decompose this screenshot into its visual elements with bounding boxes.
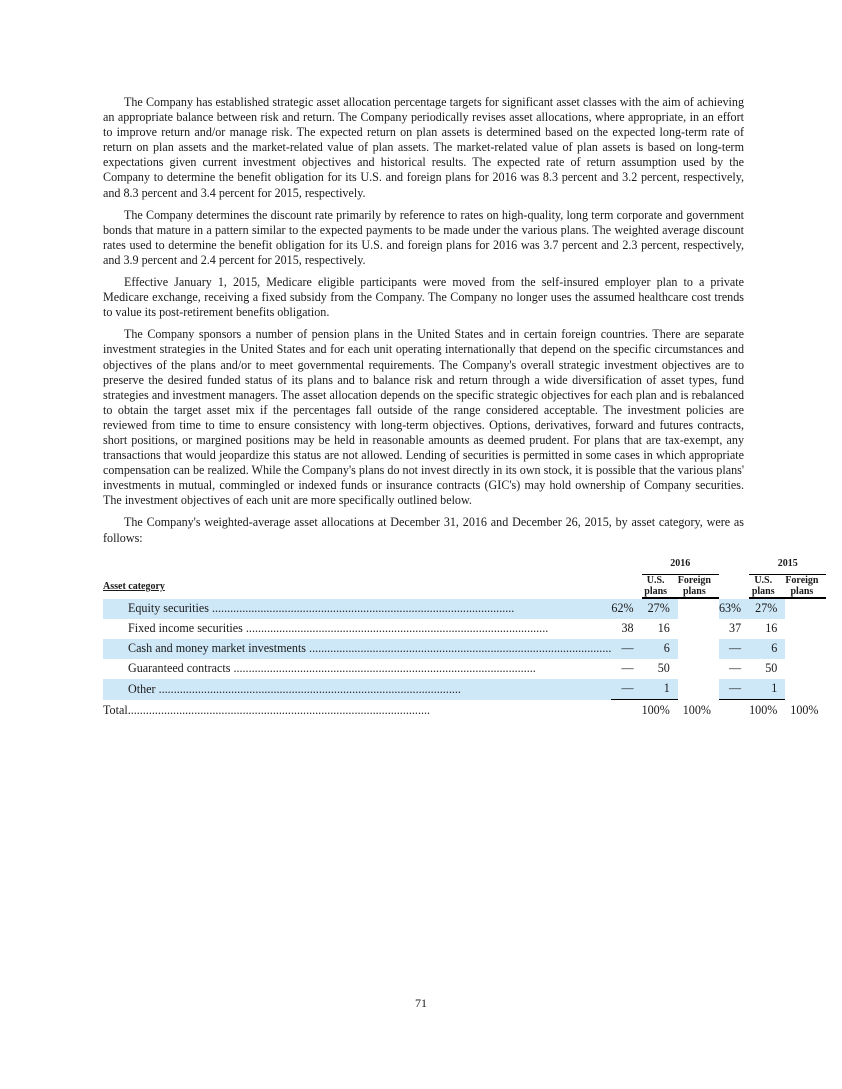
paragraph-allocation-intro: The Company's weighted-average asset allocations at December 31, 2016 and December 26, 2015, by asset category, were as follows: bbox=[103, 515, 744, 545]
cell-foreign-2015: 50 bbox=[765, 661, 778, 676]
row-label: Equity securities bbox=[128, 601, 209, 616]
table-row bbox=[103, 659, 826, 679]
page-content bbox=[103, 95, 819, 722]
cell-foreign-2015: 16 bbox=[765, 621, 778, 636]
total-us-2015: 100% bbox=[749, 703, 778, 718]
paragraph-asset-allocation-targets: The Company has established strategic asset allocation percentage targets for significant asset classes with the aim of achieving an appropriate balance between risk and return. The Company periodically revises asset allocations, where appropriate, in an effort to improve return and/or manage risk. The expected return on plan assets is determined based on the expected long-term rate of return on plan assets and the market-related value of plan assets. The market-related value of plan assets is based on long-term expectations given current investment objectives and historical results. The expected rate of return assumption used by the Company to determine the benefit obligation for its U.S. and foreign plans for 2016 was 8.3 percent and 3.2 percent, respectively, and 8.3 percent and 3.4 percent for 2015, respectively. bbox=[103, 95, 744, 200]
col-header-us-2016: U.S. plans bbox=[642, 575, 678, 599]
total-foreign-2015: 100% bbox=[790, 703, 819, 718]
cell-foreign-2016: 1 bbox=[642, 679, 678, 700]
paragraph-discount-rate: The Company determines the discount rate primarily by reference to rates on high-quality, long term corporate and government bonds that mature in a pattern similar to the expected payments to be made under the various plans. The weighted average discount rates used to determine the benefit obligation for its U.S. and foreign plans for 2016 was 3.7 percent and 2.3 percent, respectively, and 3.9 percent and 2.4 percent for 2015, respectively. bbox=[103, 207, 744, 267]
table-row bbox=[103, 619, 826, 639]
asset-allocation-table bbox=[103, 554, 826, 722]
leader-dots: .................................................................................................... bbox=[127, 703, 431, 718]
table-row bbox=[103, 639, 826, 659]
cell-us-2015: — bbox=[729, 661, 742, 676]
cell-foreign-2015: 1 bbox=[749, 679, 785, 700]
cell-us-2015: — bbox=[719, 639, 749, 659]
col-header-foreign-2016: Foreign plans bbox=[678, 575, 719, 599]
cell-foreign-2016: 27% bbox=[642, 599, 678, 619]
cell-us-2016: — bbox=[611, 679, 641, 700]
col-header-us-2015: U.S. plans bbox=[749, 575, 785, 599]
table-row bbox=[103, 599, 826, 619]
row-label: Other bbox=[128, 681, 156, 696]
paragraph-medicare: Effective January 1, 2015, Medicare eligible participants were moved from the self-insured employer plan to a private Medicare exchange, receiving a fixed subsidy from the Company. The Company no longer uses the assumed healthcare cost trends to value its post-retirement benefits obligation. bbox=[103, 275, 744, 320]
cell-us-2016: 62% bbox=[611, 599, 641, 619]
year-header-row bbox=[103, 554, 826, 575]
cell-foreign-2016: 50 bbox=[657, 661, 670, 676]
row-label: Fixed income securities bbox=[128, 621, 243, 636]
paragraph-pension-plans: The Company sponsors a number of pension plans in the United States and in certain foreign countries. There are separate investment strategies in the United States and for each unit operating internationally that depend on the specific circumstances and objectives of the plans and/or to meet governmental requirements. The Company's overall strategic investment objectives are to preserve the desired funded status of its plans and to balance risk and return through a wide diversification of asset types, fund strategies and investment managers. The asset allocation depends on the specific strategic objectives for each plan and is rebalanced to obtain the target asset mix if the percentages fall outside of the range considered acceptable. The investment policies are reviewed from time to time to ensure consistency with long-term objectives. Options, derivatives, forward and futures contracts, short positions, or margined positions may be held in reasonable amounts as deemed prudent. For plans that are tax-exempt, any transactions that would jeopardize this status are not allowed. Lending of securities is permitted in some cases in which appropriate compensation can be realized. While the Company's plans do not invest directly in its own stock, it is possible that the various plans' investments in mutual, commingled or indexed funds or insurance contracts (GIC's) may hold ownership of Company securities. The investment objectives of each unit are more specifically outlined below. bbox=[103, 327, 744, 508]
cell-foreign-2016: 16 bbox=[657, 621, 670, 636]
row-label: Guaranteed contracts bbox=[128, 661, 231, 676]
cell-foreign-2015: 6 bbox=[749, 639, 785, 659]
page-number: 71 bbox=[415, 996, 427, 1010]
leader-dots: .................................................................................................... bbox=[208, 601, 515, 616]
table-row bbox=[103, 679, 826, 700]
cell-us-2015: — bbox=[719, 679, 749, 700]
table-body bbox=[103, 599, 826, 700]
cell-foreign-2016: 6 bbox=[642, 639, 678, 659]
leader-dots: .................................................................................................... bbox=[155, 681, 461, 696]
year-2016-header: 2016 bbox=[642, 554, 719, 575]
cell-us-2016: — bbox=[611, 639, 641, 659]
cell-us-2016: — bbox=[621, 661, 634, 676]
row-label: Cash and money market investments bbox=[128, 641, 307, 656]
cell-foreign-2015: 27% bbox=[749, 599, 785, 619]
cell-us-2016: 38 bbox=[621, 621, 634, 636]
leader-dots: .................................................................................................... bbox=[230, 661, 536, 676]
cell-us-2015: 37 bbox=[729, 621, 742, 636]
col-header-foreign-2015: Foreign plans bbox=[785, 575, 826, 599]
leader-dots: .................................................................................................... bbox=[242, 621, 549, 636]
table-row-total bbox=[103, 700, 826, 722]
cell-us-2015: 63% bbox=[719, 599, 749, 619]
leader-dots: .................................................................................................... bbox=[306, 641, 612, 656]
column-header-row bbox=[103, 575, 826, 599]
year-2015-header: 2015 bbox=[749, 554, 826, 575]
total-us-2016: 100% bbox=[641, 703, 670, 718]
asset-category-header: Asset category bbox=[103, 581, 165, 593]
total-foreign-2016: 100% bbox=[682, 703, 711, 718]
total-label: Total bbox=[103, 703, 128, 718]
